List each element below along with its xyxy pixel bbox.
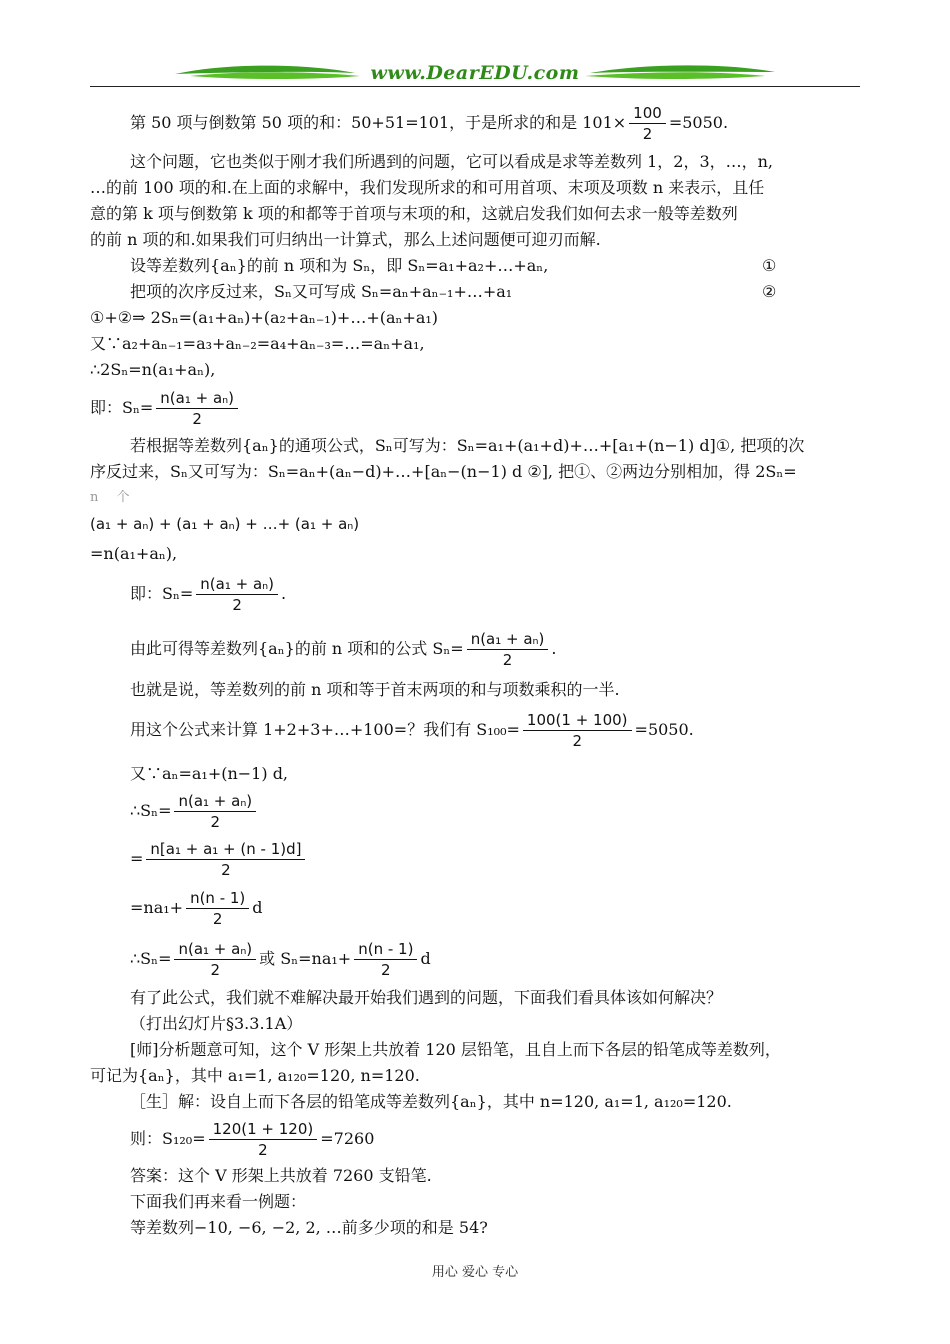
text: . <box>281 584 287 603</box>
frac-den: 2 <box>381 960 391 979</box>
fraction <box>174 939 256 980</box>
frac-num: n(a₁ + aₙ) <box>196 574 278 595</box>
frac-num: n(a₁ + aₙ) <box>174 791 256 812</box>
text: 或 Sₙ=na₁+ <box>259 949 352 968</box>
paragraph: 这个问题，它也类似于刚才我们所遇到的问题，它可以看成是求等差数列 1，2，3，…，n, <box>130 152 774 171</box>
paragraph: …的前 100 项的和.在上面的求解中，我们发现所求的和可用首项、末项及项数 n 来表示，且任 <box>90 178 765 197</box>
fraction <box>146 839 305 880</box>
frac-num: n(n - 1) <box>354 939 417 960</box>
equation-line: =n(a₁+aₙ), <box>90 544 178 563</box>
site-header-logo <box>170 60 780 86</box>
text: d <box>252 898 263 917</box>
text: 即：Sₙ= <box>130 584 194 603</box>
fraction <box>354 939 417 980</box>
frac-den: 2 <box>192 409 202 428</box>
paragraph: 的前 n 项的和.如果我们可归纳出一计算式，那么上述问题便可迎刃而解. <box>90 230 601 249</box>
formula-line <box>90 703 870 757</box>
document-body <box>90 103 870 1241</box>
paragraph: 若根据等差数列{aₙ}的通项公式，Sₙ可写为：Sₙ=a₁+(a₁+d)+…+[a₁+(n−1) d]①, 把项的次 <box>130 436 805 455</box>
fraction <box>156 388 238 429</box>
text: =5050. <box>668 113 729 132</box>
equation-line <box>90 279 870 305</box>
header-rule <box>90 86 860 87</box>
page-footer: 用心 爱心 专心 <box>431 1265 519 1280</box>
text: 用这个公式来计算 1+2+3+…+100=？我们有 S₁₀₀= <box>130 720 520 739</box>
text: 由此可得等差数列{aₙ}的前 n 项和的公式 Sₙ= <box>130 639 464 658</box>
paragraph: 序反过来，Sₙ又可写为：Sₙ=aₙ+(aₙ−d)+…+[aₙ−(n−1) d ②], 把①、②两边分别相加，得 2Sₙ= <box>90 462 797 481</box>
frac-den: 2 <box>258 1140 268 1159</box>
frac-num: 100 <box>629 103 666 124</box>
fraction <box>174 791 256 832</box>
frac-den: 2 <box>210 960 221 979</box>
frac-den: 2 <box>221 860 231 879</box>
frac-den: 2 <box>212 909 223 928</box>
text: 设等差数列{aₙ}的前 n 项和为 Sₙ，即 Sₙ=a₁+a₂+…+aₙ, <box>130 256 549 275</box>
paragraph: （打出幻灯片§3.3.1A） <box>130 1014 303 1033</box>
equation-line: (a₁ + aₙ) + (a₁ + aₙ) + …+ (a₁ + aₙ) <box>90 515 360 533</box>
paragraph: 答案：这个 V 形架上共放着 7260 支铅笔. <box>130 1166 432 1185</box>
text: =7260 <box>320 1129 375 1148</box>
text: =5050. <box>634 720 694 739</box>
text: . <box>551 639 557 658</box>
frac-den: 2 <box>210 812 221 831</box>
equation-line: 又∵aₙ=a₁+(n−1) d, <box>130 764 289 783</box>
circled-number: ② <box>762 282 777 301</box>
formula-line <box>90 1115 870 1163</box>
frac-den: 2 <box>232 595 242 614</box>
paragraph: 意的第 k 项与倒数第 k 项的和都等于首项与末项的和，这就启发我们如何去求一般等差数列 <box>90 204 738 223</box>
formula-line <box>90 621 870 677</box>
equation-line: ①+②⇒ 2Sₙ=(a₁+aₙ)+(a₂+aₙ₋₁)+…+(aₙ+a₁) <box>90 308 439 327</box>
paragraph: 可记为{aₙ}，其中 a₁=1, a₁₂₀=120, n=120. <box>90 1066 420 1085</box>
text: d <box>420 949 431 968</box>
frac-num: n(a₁ + aₙ) <box>174 939 256 960</box>
paragraph: 等差数列−10, −6, −2, 2, …前多少项的和是 54? <box>130 1218 488 1237</box>
frac-num: n(a₁ + aₙ) <box>156 388 238 409</box>
site-domain: www.DearEDU.com <box>370 62 580 84</box>
frac-num: n(n - 1) <box>186 888 249 909</box>
text: ∴Sₙ= <box>130 801 172 820</box>
frac-den: 2 <box>572 731 582 750</box>
equation-line: ∴2Sₙ=n(a₁+aₙ), <box>90 360 216 379</box>
paragraph: 也就是说，等差数列的前 n 项和等于首末两项的和与项数乘积的一半. <box>130 680 620 699</box>
frac-num: n(a₁ + aₙ) <box>467 629 549 650</box>
equation-line <box>90 253 870 279</box>
formula-line <box>90 933 870 985</box>
garbled-line: n 个 <box>90 490 137 505</box>
formula-line <box>90 787 870 835</box>
fraction <box>629 103 666 144</box>
text: 第 50 项与倒数第 50 项的和：50+51=101，于是所求的和是 101× <box>130 113 627 132</box>
text: =na₁+ <box>130 898 184 917</box>
circled-number: ① <box>762 256 777 275</box>
line-intro-sum <box>90 103 870 143</box>
text: 把项的次序反过来，Sₙ又可写成 Sₙ=aₙ+aₙ₋₁+…+a₁ <box>130 282 513 301</box>
frac-num: 100(1 + 100) <box>523 710 632 731</box>
fraction <box>523 710 632 751</box>
text: = <box>130 849 144 868</box>
formula-line <box>90 835 870 883</box>
fraction <box>209 1119 318 1160</box>
frac-num: 120(1 + 120) <box>209 1119 318 1140</box>
fraction <box>196 574 278 615</box>
formula-line <box>90 383 870 433</box>
frac-num: n[a₁ + a₁ + (n - 1)d] <box>146 839 305 860</box>
text: 则：S₁₂₀= <box>130 1129 206 1148</box>
text: 即：Sₙ= <box>90 398 154 417</box>
paragraph: [师]分析题意可知，这个 V 形架上共放着 120 层铅笔，且自上而下各层的铅笔成等差数列， <box>130 1040 781 1059</box>
paragraph: 有了此公式，我们就不难解决最开始我们遇到的问题，下面我们看具体该如何解决？ <box>130 988 723 1007</box>
formula-line <box>90 567 870 621</box>
text: ∴Sₙ= <box>130 949 172 968</box>
paragraph: ［生］解：设自上而下各层的铅笔成等差数列{aₙ}，其中 n=120, a₁=1, a₁₂₀=120. <box>130 1092 732 1111</box>
formula-line <box>90 883 870 933</box>
paragraph: 下面我们再来看一例题： <box>130 1192 307 1211</box>
equation-line: 又∵a₂+aₙ₋₁=a₃+aₙ₋₂=a₄+aₙ₋₃=…=aₙ+a₁, <box>90 334 425 353</box>
frac-den: 2 <box>642 124 653 143</box>
fraction <box>186 888 249 929</box>
fraction <box>467 629 549 670</box>
frac-den: 2 <box>502 650 513 669</box>
